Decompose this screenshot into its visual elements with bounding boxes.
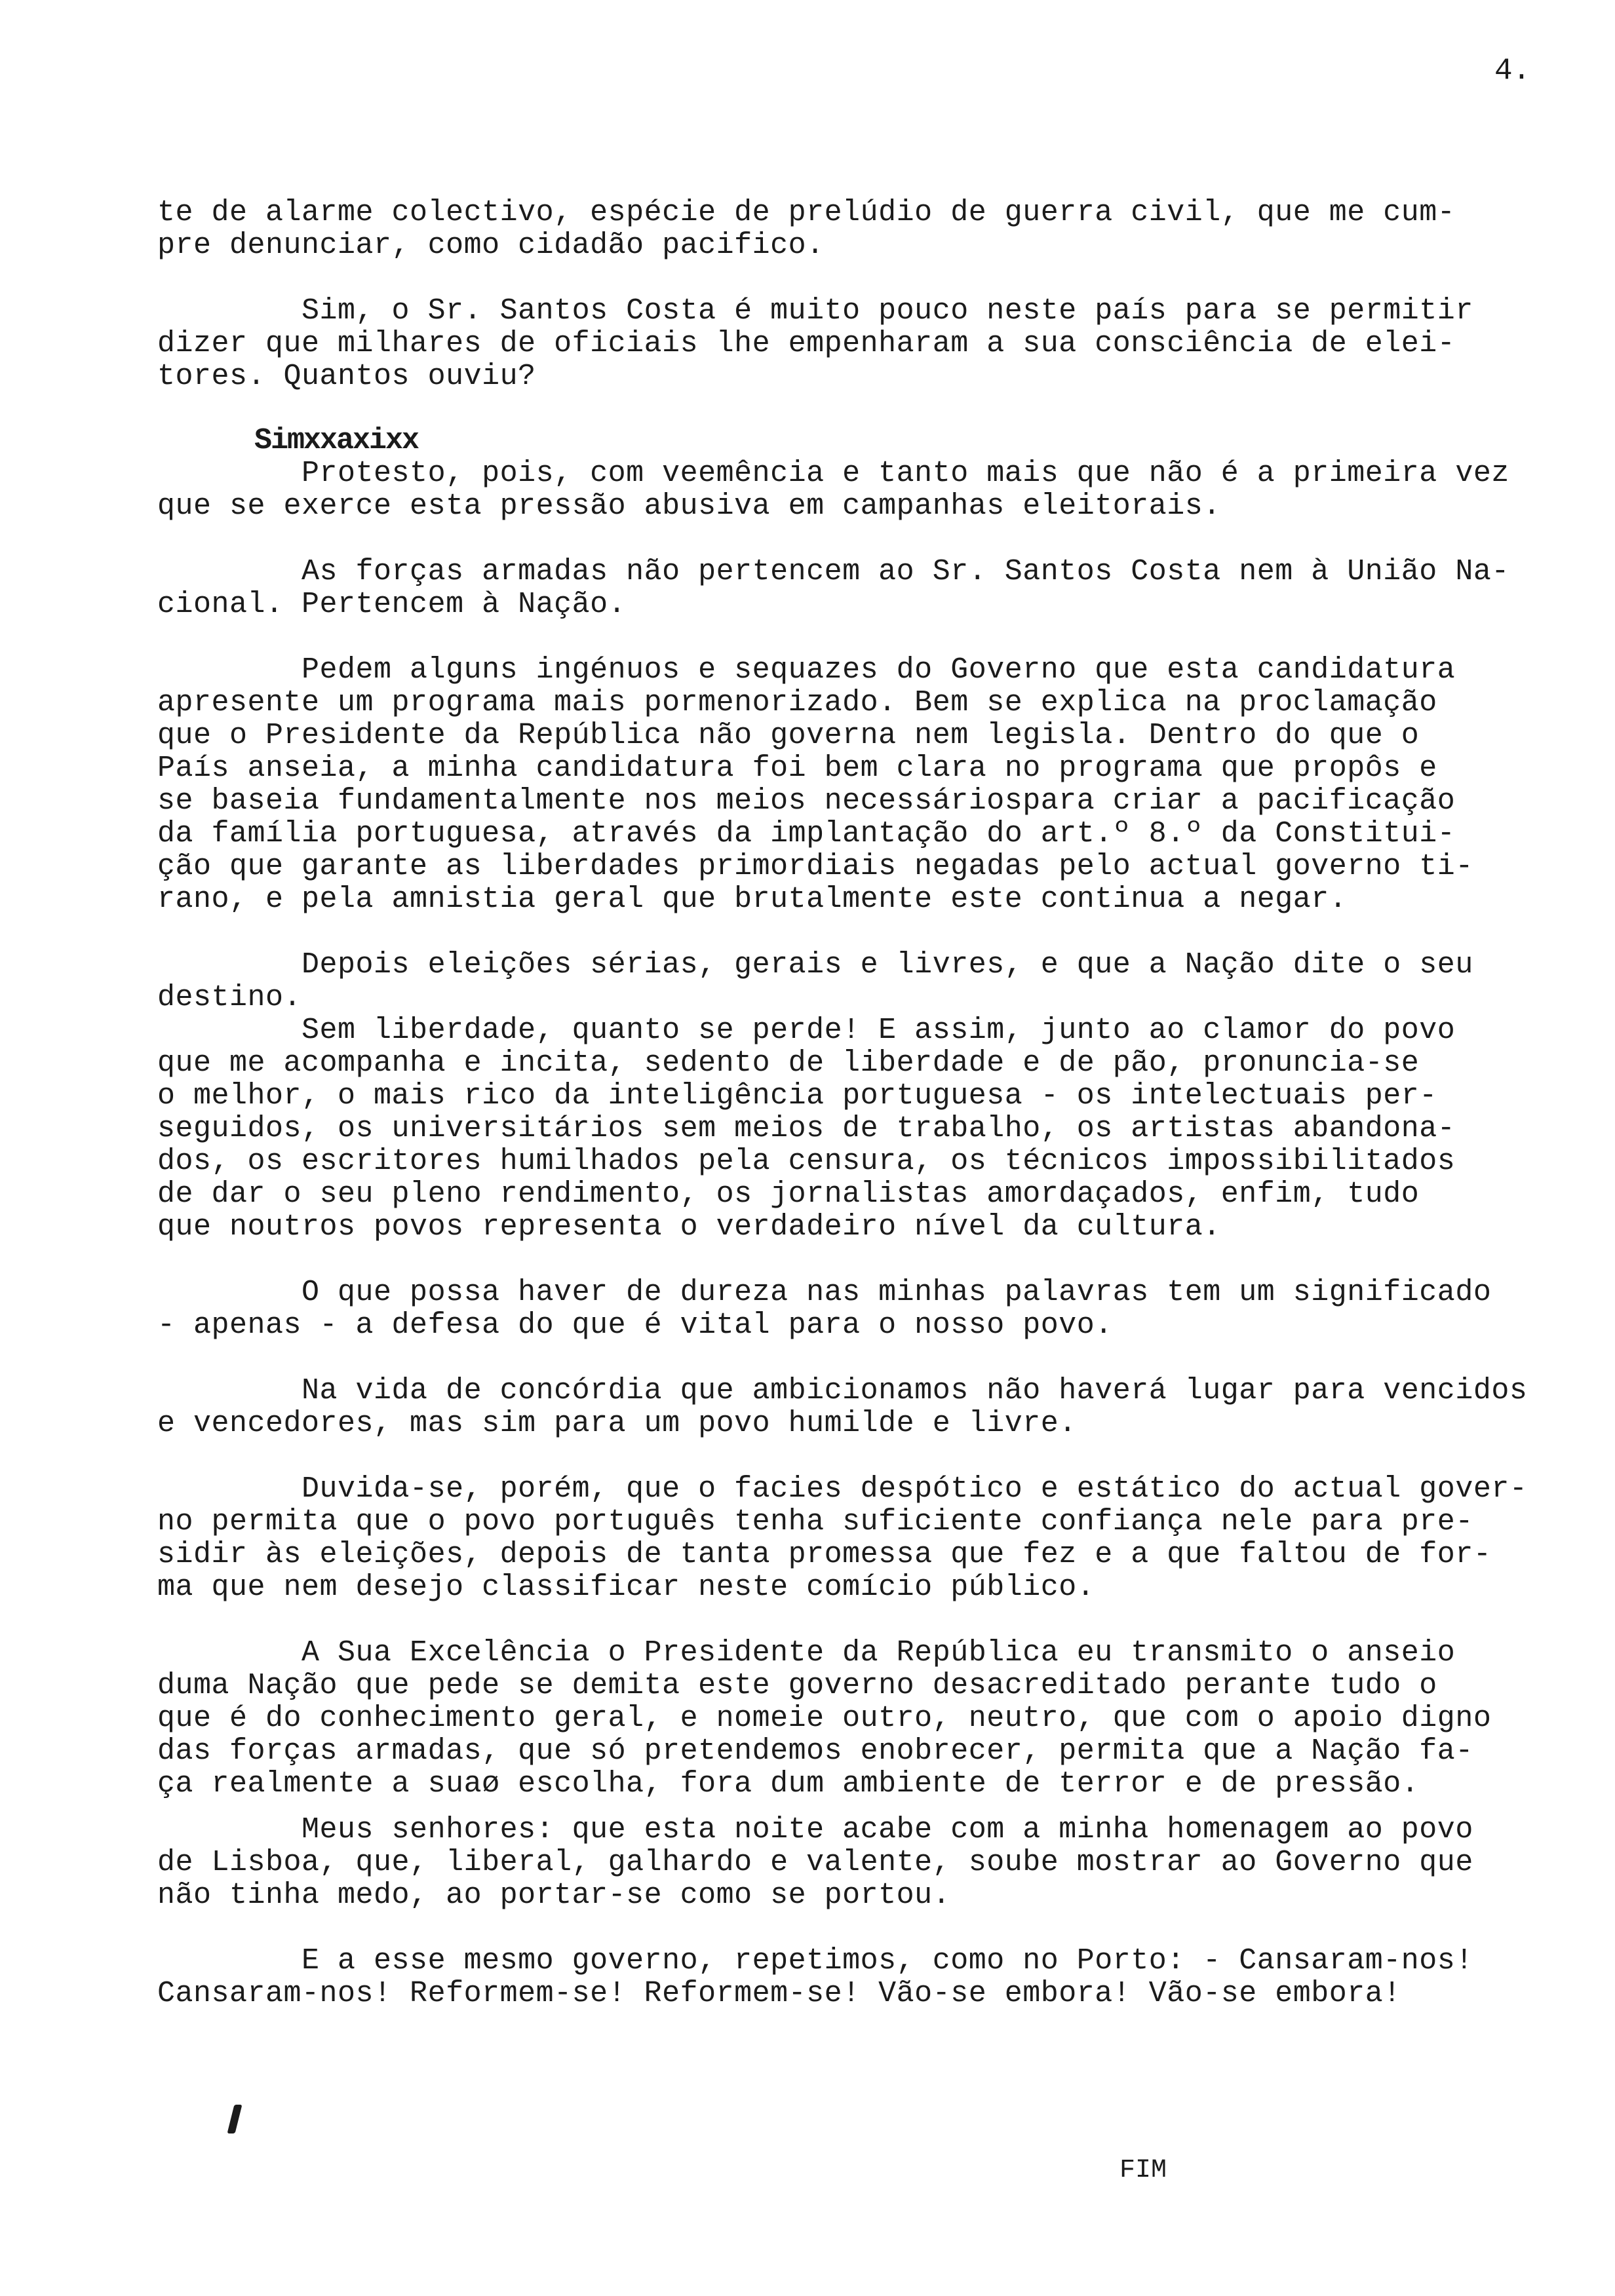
- text-line: te de alarme colectivo, espécie de prelúdio de guerra civil, que me cum-: [157, 196, 1456, 229]
- text-line: que me acompanha e incita, sedento de liberdade e de pão, pronuncia-se: [157, 1046, 1420, 1080]
- text-line: Sem liberdade, quanto se perde! E assim, junto ao clamor do povo: [157, 1014, 1456, 1047]
- text-line: que se exerce esta pressão abusiva em campanhas eleitorais.: [157, 489, 1221, 523]
- page-number: 4.: [1494, 54, 1531, 88]
- struck-out-text: Simxxaxixx: [254, 424, 419, 457]
- text-line: - apenas - a defesa do que é vital para o nosso povo.: [157, 1309, 1113, 1342]
- text-line: cional. Pertencem à Nação.: [157, 588, 627, 621]
- text-line: E a esse mesmo governo, repetimos, como no Porto: - Cansaram-nos!: [157, 1944, 1473, 1978]
- text-line: ma que nem desejo classificar neste comício público.: [157, 1571, 1095, 1604]
- text-line: ça realmente a suaø escolha, fora dum ambiente de terror e de pressão.: [157, 1767, 1420, 1801]
- text-line: de Lisboa, que, liberal, galhardo e valente, soube mostrar ao Governo que: [157, 1846, 1473, 1879]
- text-line: Cansaram-nos! Reformem-se! Reformem-se! Vão-se embora! Vão-se embora!: [157, 1977, 1401, 2010]
- text-line: Depois eleições sérias, gerais e livres, e que a Nação dite o seu: [157, 948, 1473, 982]
- end-marker: FIM: [1119, 2156, 1167, 2185]
- text-line: Duvida-se, porém, que o facies despótico e estático do actual gover-: [157, 1472, 1528, 1506]
- text-line: tores. Quantos ouviu?: [157, 360, 536, 393]
- text-line: que o Presidente da República não governa nem legisla. Dentro do que o: [157, 719, 1420, 752]
- text-line: e vencedores, mas sim para um povo humilde e livre.: [157, 1407, 1077, 1440]
- text-line: pre denunciar, como cidadão pacifico.: [157, 229, 825, 262]
- text-line: Meus senhores: que esta noite acabe com a minha homenagem ao povo: [157, 1813, 1473, 1846]
- text-line: dos, os escritores humilhados pela censura, os técnicos impossibilitados: [157, 1145, 1456, 1178]
- text-line: destino.: [157, 981, 302, 1014]
- text-line: ção que garante as liberdades primordiais negadas pelo actual governo ti-: [157, 850, 1473, 883]
- text-line: o melhor, o mais rico da inteligência portuguesa - os intelectuais per-: [157, 1079, 1437, 1113]
- text-line: O que possa haver de dureza nas minhas palavras tem um significado: [157, 1276, 1492, 1309]
- text-line: no permita que o povo português tenha suficiente confiança nele para pre-: [157, 1505, 1473, 1539]
- text-line: da família portuguesa, através da implantação do art.º 8.º da Constitui-: [157, 817, 1456, 851]
- text-line: sidir às eleições, depois de tanta promessa que fez e a que faltou de for-: [157, 1538, 1492, 1571]
- text-line: das forças armadas, que só pretendemos enobrecer, permita que a Nação fa-: [157, 1734, 1473, 1768]
- text-line: País anseia, a minha candidatura foi bem clara no programa que propôs e: [157, 752, 1437, 785]
- text-line: A Sua Excelência o Presidente da República eu transmito o anseio: [157, 1636, 1456, 1670]
- text-line: que noutros povos representa o verdadeiro nível da cultura.: [157, 1210, 1221, 1244]
- text-line: de dar o seu pleno rendimento, os jornalistas amordaçados, enfim, tudo: [157, 1177, 1420, 1211]
- text-line: dizer que milhares de oficiais lhe empenharam a sua consciência de elei-: [157, 327, 1456, 360]
- text-line: Sim, o Sr. Santos Costa é muito pouco neste país para se permitir: [157, 294, 1473, 328]
- ink-mark: [227, 2105, 243, 2133]
- text-line: apresente um programa mais pormenorizado. Bem se explica na proclamação: [157, 686, 1437, 719]
- text-line: que é do conhecimento geral, e nomeie outro, neutro, que com o apoio digno: [157, 1702, 1492, 1735]
- text-line: não tinha medo, ao portar-se como se portou.: [157, 1879, 951, 1912]
- text-line: duma Nação que pede se demita este governo desacreditado perante tudo o: [157, 1669, 1437, 1702]
- text-line: Na vida de concórdia que ambicionamos não haverá lugar para vencidos: [157, 1374, 1528, 1407]
- text-line: Protesto, pois, com veemência e tanto mais que não é a primeira vez: [157, 457, 1509, 490]
- text-line: seguidos, os universitários sem meios de trabalho, os artistas abandona-: [157, 1112, 1456, 1145]
- text-line: As forças armadas não pertencem ao Sr. Santos Costa nem à União Na-: [157, 555, 1509, 588]
- text-line: Pedem alguns ingénuos e sequazes do Governo que esta candidatura: [157, 653, 1456, 687]
- text-line: rano, e pela amnistia geral que brutalmente este continua a negar.: [157, 883, 1348, 916]
- text-line: se baseia fundamentalmente nos meios necessáriospara criar a pacificação: [157, 784, 1456, 818]
